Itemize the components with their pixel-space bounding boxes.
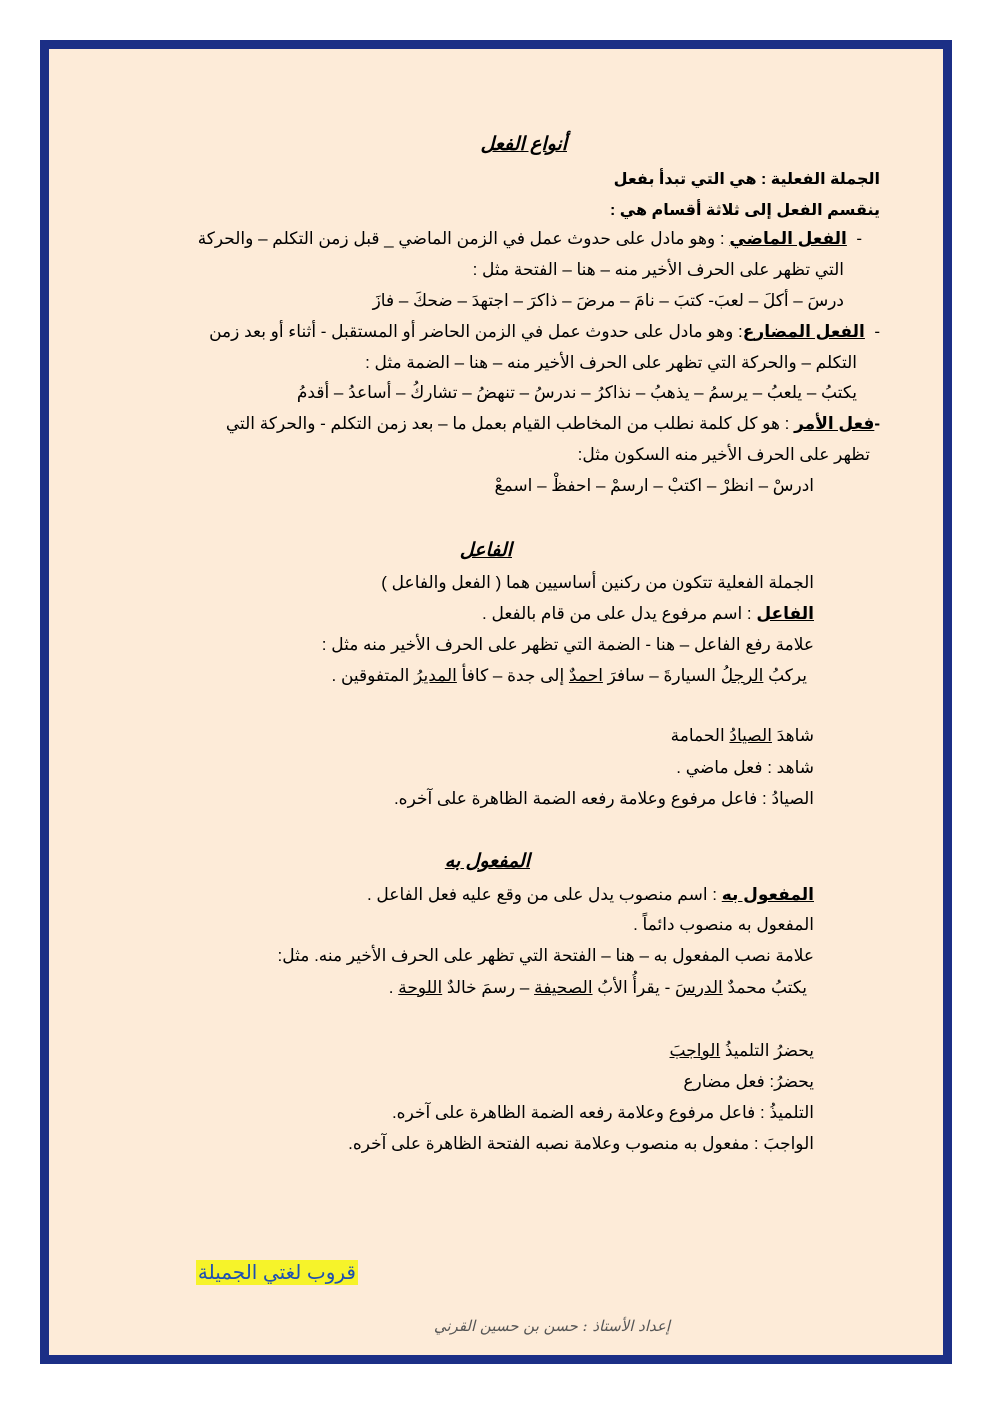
object-example-part: . <box>388 978 399 997</box>
subject-intro: الجملة الفعلية تتكون من ركنين أساسيين هما ( الفعل والفاعل ) <box>381 573 814 592</box>
object-parse-object: الواجبَ : مفعول به منصوب وعلامة نصبه الفتحة الظاهرة على آخره. <box>348 1134 814 1153</box>
subject-example-part: المتفوقين . <box>331 666 415 685</box>
object-example-object: الدرسَ <box>674 978 723 997</box>
subject-label: الفاعل <box>756 604 814 623</box>
group-label: قروب لغتي الجميلة <box>197 1262 356 1284</box>
footer-author: إعداد الأستاذ : حسن بن حسين القرني <box>433 1317 670 1335</box>
parse-sentence-part: الحمامة <box>670 726 730 745</box>
imperative-verb-label: فعل الأمر <box>794 414 875 433</box>
subject-definition-text: : اسم مرفوع يدل على من قام بالفعل . <box>482 604 757 623</box>
verb-section-title: أنواع الفعل <box>480 134 567 155</box>
subject-example-subject: الرجلُ <box>720 666 764 685</box>
subject-definition <box>482 604 814 624</box>
subject-parse-sentence <box>671 726 814 746</box>
subject-parse-verb: شاهد : فعل ماضي . <box>676 758 814 777</box>
subject-example-subject: احمدٌ <box>568 666 603 685</box>
parse-sentence-part: شاهدَ <box>771 726 814 745</box>
subject-examples <box>332 666 808 686</box>
parse-sentence-part: يحضرُ التلميذُ <box>720 1041 814 1060</box>
imperative-verb-examples: ادرسْ – انظرْ – اكتبْ – ارسمْ – احفظْ – اسمعْ <box>494 476 814 495</box>
past-verb-label: الفعل الماضي <box>729 229 847 248</box>
object-example-part: يكتبُ محمدٌ <box>722 978 807 997</box>
subject-parse-subject: الصيادُ : فاعل مرفوع وعلامة رفعه الضمة الظاهرة على آخره. <box>393 789 814 808</box>
subject-example-part: السيارةَ – سافرَ <box>602 666 721 685</box>
subject-example-part: إلى جدة – كافأ <box>456 666 569 685</box>
verb-division-heading: ينقسم الفعل إلى ثلاثة أقسام هي : <box>609 202 880 219</box>
parse-sentence-object: الواجبَ <box>669 1041 721 1060</box>
past-verb-line2: التي تظهر على الحرف الأخير منه – هنا – الفتحة مثل : <box>472 260 844 279</box>
object-parse-verb: يحضرُ: فعل مضارع <box>683 1072 814 1091</box>
object-examples <box>389 978 807 998</box>
object-example-object: الصحيفة <box>534 978 593 997</box>
parse-sentence-subject: الصيادُ <box>729 726 772 745</box>
object-sign: علامة نصب المفعول به – هنا – الفتحة التي تظهر على الحرف الأخير منه. مثل: <box>277 946 814 965</box>
subject-sign: علامة رفع الفاعل – هنا - الضمة التي تظهر على الحرف الأخير منه مثل : <box>321 635 814 654</box>
present-verb-definition: : وهو مادل على حدوث عمل في الزمن الحاضر أو المستقبل - أثناء أو بعد زمن <box>209 322 743 341</box>
object-parse-sentence <box>670 1041 814 1061</box>
object-example-part: - يقرأُ الأبُ <box>592 978 675 997</box>
object-label: المفعول به <box>721 885 814 904</box>
object-definition-text: : اسم منصوب يدل على من وقع عليه فعل الفاعل . <box>366 885 722 904</box>
imperative-verb-definition: : هو كل كلمة نطلب من المخاطب القيام بعمل ما – بعد زمن التكلم - والحركة التي <box>225 414 795 433</box>
object-section-title: المفعول به <box>444 851 530 872</box>
present-verb-line2: التكلم – والحركة التي تظهر على الحرف الأخير منه – هنا – الضمة مثل : <box>365 353 857 372</box>
present-verb-examples: يكتبُ – يلعبُ – يرسمُ – يذهبُ – نذاكرُ – ندرسُ – تنهضُ – تشاركُ – أساعدُ – أقدمُ <box>296 383 857 402</box>
past-verb-definition: : وهو مادل على حدوث عمل في الزمن الماضي _ قبل زمن التكلم – والحركة <box>197 229 730 248</box>
present-verb-label: الفعل المضارع <box>742 322 865 341</box>
past-verb-line1: - الفعل الماضي : وهو مادل على حدوث عمل في الزمن الماضي _ قبل زمن التكلم – والحركة <box>197 229 862 248</box>
object-definition <box>367 885 814 905</box>
imperative-verb-line2: تظهر على الحرف الأخير منه السكون مثل: <box>577 445 870 464</box>
object-example-object: اللوحة <box>398 978 443 997</box>
imperative-verb-line1: -فعل الأمر : هو كل كلمة نطلب من المخاطب القيام بعمل ما – بعد زمن التكلم - والحركة التي <box>225 414 880 433</box>
subject-example-subject: المديرُ <box>414 666 457 685</box>
subject-example-part: يركبُ <box>763 666 807 685</box>
verbal-sentence-definition: الجملة الفعلية : هي التي تبدأ بفعل <box>613 171 880 188</box>
subject-section-title: الفاعل <box>459 540 512 561</box>
past-verb-examples: درسَ – أكلَ – لعبَ- كتبَ – نامَ – مرضَ – ذاكرَ – اجتهدَ – ضحكَ – فازَ <box>372 291 844 310</box>
present-verb-line1: - الفعل المضارع: وهو مادل على حدوث عمل في الزمن الحاضر أو المستقبل - أثناء أو بعد زمن <box>209 322 880 341</box>
object-parse-subject: التلميذُ : فاعل مرفوع وعلامة رفعه الضمة الظاهرة على آخره. <box>391 1103 814 1122</box>
object-example-part: – رسمَ خالدٌ <box>442 978 535 997</box>
object-always: المفعول به منصوب دائماً . <box>633 915 814 934</box>
